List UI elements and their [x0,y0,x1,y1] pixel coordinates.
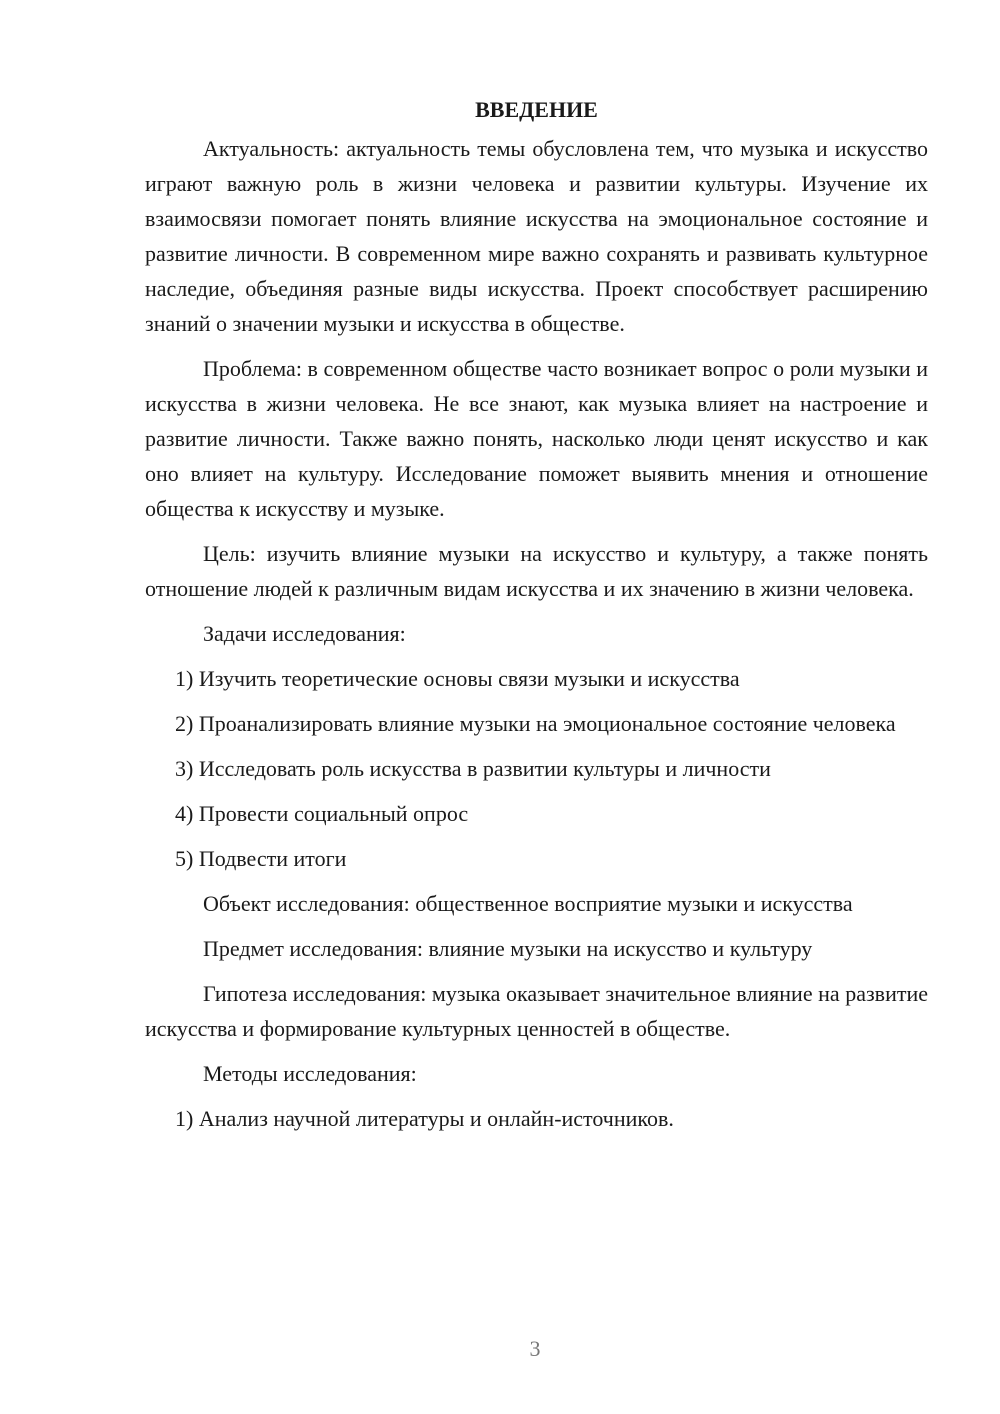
task-item-3: 3) Исследовать роль искусства в развитии культуры и личности [175,756,771,781]
paragraph-goal: Цель: изучить влияние музыки на искусство и культуру, а также понять отношение людей к различным видам искусства и их значению в жизни человека. [145,541,928,601]
paragraph-hypothesis: Гипотеза исследования: музыка оказывает значительное влияние на развитие искусства и формирование культурных ценностей в обществе. [145,981,928,1041]
methods-heading: Методы исследования: [203,1061,417,1086]
page-number: 3 [529,1336,541,1361]
paragraph-subject: Предмет исследования: влияние музыки на искусство и культуру [203,936,813,961]
task-item-2: 2) Проанализировать влияние музыки на эмоциональное состояние человека [175,711,896,736]
page-title: ВВЕДЕНИЕ [475,97,598,122]
paragraph-object: Объект исследования: общественное восприятие музыки и искусства [203,891,853,916]
document-page [145,92,928,1136]
task-item-1: 1) Изучить теоретические основы связи музыки и искусства [175,666,740,691]
paragraph-relevance: Актуальность: актуальность темы обусловлена тем, что музыка и искусство играют важную роль в жизни человека и развитии культуры. Изучение их взаимосвязи помогает понять влияние искусства на эмоциональное состояние и развитие личности. В современном мире важно сохранять и развивать культурное наследие, объединяя разные виды искусства. Проект способствует расширению знаний о значении музыки и искусства в обществе. [145,136,928,336]
task-item-4: 4) Провести социальный опрос [175,801,469,826]
task-item-5: 5) Подвести итоги [175,846,347,871]
method-item-1: 1) Анализ научной литературы и онлайн-источников. [175,1106,674,1131]
paragraph-problem: Проблема: в современном обществе часто возникает вопрос о роли музыки и искусства в жизни человека. Не все знают, как музыка влияет на настроение и развитие личности. Также важно понять, насколько люди ценят искусство и как оно влияет на культуру. Исследование поможет выявить мнения и отношение общества к искусству и музыке. [145,356,928,521]
tasks-heading: Задачи исследования: [203,621,406,646]
